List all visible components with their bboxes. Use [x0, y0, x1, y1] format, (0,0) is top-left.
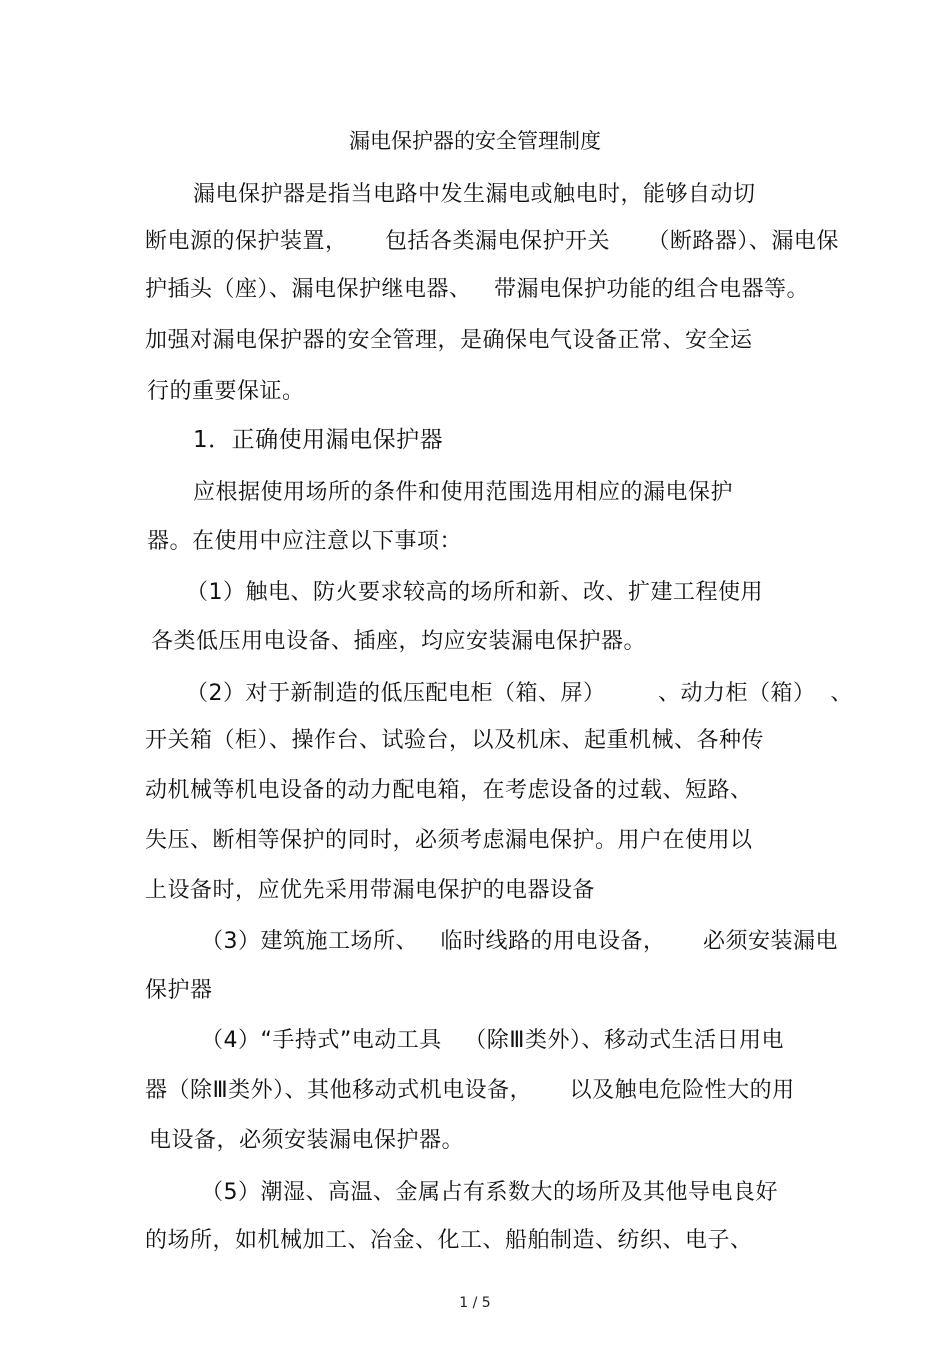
item-2-line-2: 开关箱（柜）、操作台、试验台，以及机床、起重机械、各种传 — [145, 728, 765, 753]
paragraph-line-5: 行的重要保证。 — [147, 379, 305, 404]
paragraph-line-1: 漏电保护器是指当电路中发生漏电或触电时，能够自动切 — [193, 182, 756, 207]
item-2-line-5: 上设备时，应优先采用带漏电保护的电器设备 — [145, 878, 596, 903]
document-title: 漏电保护器的安全管理制度 — [349, 129, 601, 153]
item-4-line-3: 电设备，必须安装漏电保护器。 — [149, 1128, 465, 1153]
item-3-line-2: 保护器 — [145, 978, 213, 1003]
item-4-line-1: （4）“手持式”电动工具 （除Ⅲ类外）、移动式生活日用电 — [201, 1028, 784, 1053]
item-2-line-4: 失压、断相等保护的同时，必须考虑漏电保护。用户在使用以 — [145, 828, 753, 853]
item-1-line-2: 各类低压用电设备、插座，均应安装漏电保护器。 — [151, 629, 647, 654]
paragraph-line-3: 护插头（座）、漏电保护继电器、 带漏电保护功能的组合电器等。 — [145, 277, 809, 302]
item-1-line-1: （1）触电、防火要求较高的场所和新、改、扩建工程使用 — [186, 580, 763, 605]
section-heading: 1．正确使用漏电保护器 — [193, 427, 444, 453]
page-number: 1 / 5 — [459, 1295, 491, 1311]
item-5-line-2: 的场所，如机械加工、冶金、化工、船舶制造、纺织、电子、 — [145, 1228, 753, 1253]
item-2-line-3: 动机械等机电设备的动力配电箱，在考虑设备的过载、短路、 — [145, 778, 753, 803]
paragraph-line-2: 断电源的保护装置， 包括各类漏电保护开关 （断路器）、漏电保 — [145, 229, 839, 254]
paragraph-line-7: 器。在使用中应注意以下事项： — [147, 529, 463, 554]
item-4-line-2: 器（除Ⅲ类外）、其他移动式机电设备， 以及触电危险性大的用 — [145, 1078, 795, 1103]
item-3-line-1: （3）建筑施工场所、 临时线路的用电设备， 必须安装漏电 — [201, 929, 838, 954]
paragraph-line-4: 加强对漏电保护器的安全管理，是确保电气设备正常、安全运 — [145, 328, 753, 353]
paragraph-line-6: 应根据使用场所的条件和使用范围选用相应的漏电保护 — [193, 480, 734, 505]
item-2-line-1: （2）对于新制造的低压配电柜（箱、屏） 、动力柜（箱） 、 — [186, 681, 853, 706]
item-5-line-1: （5）潮湿、高温、金属占有系数大的场所及其他导电良好 — [201, 1180, 778, 1205]
